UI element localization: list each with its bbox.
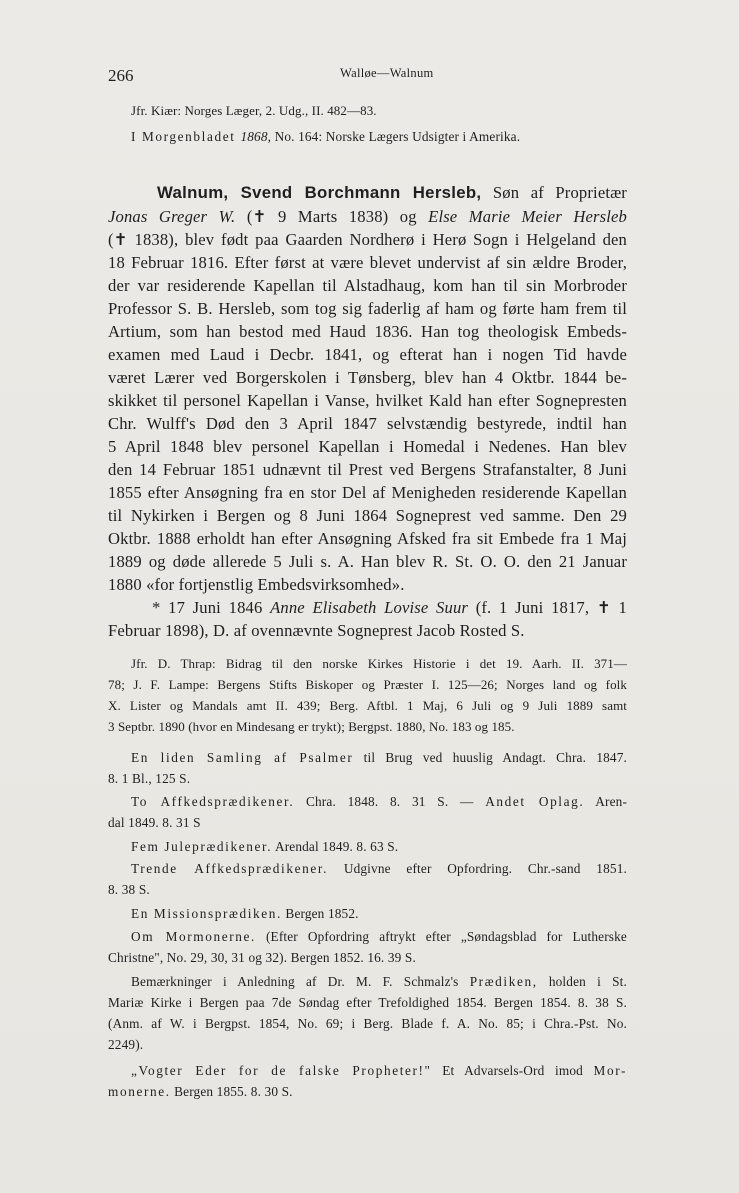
- work-edition: Andet Oplag.: [485, 794, 585, 809]
- work-item: [131, 974, 627, 990]
- work-title: „Vogter Eder for de falske Propheter!": [131, 1063, 432, 1078]
- work-title: Mor-: [593, 1063, 627, 1078]
- entry-line: Oktbr. 1888 erholdt han efter Ansøgning Afsked fra sit Embede fra 1 Maj: [108, 529, 627, 548]
- work-title: Om Mormonerne.: [131, 929, 256, 944]
- work-item-cont: (Anm. af W. i Bergpst. 1854, No. 69; i Berg. Blade f. A. No. 85; i Chra.-Pst. No.: [108, 1016, 627, 1031]
- entry-line-1: [157, 183, 627, 203]
- newspaper-title: I Morgenbladet: [131, 129, 241, 144]
- work-details: Arendal 1849. 8. 63 S.: [272, 839, 399, 854]
- work-title: Trende Affkedsprædikener.: [131, 861, 329, 876]
- entry-line: 5 April 1848 blev personel Kapellan i Homedal i Nedenes. Han blev: [108, 437, 627, 456]
- work-item-cont: 8. 1 Bl., 125 S.: [108, 771, 191, 786]
- entry-line: 1889 og døde allerede 5 Juli s. A. Han blev R. St. O. O. den 21 Januar: [108, 552, 627, 571]
- marriage-line-2: Februar 1898), D. af ovennævnte Sogneprest Jacob Rosted S.: [108, 621, 525, 640]
- work-title: monerne.: [108, 1084, 171, 1099]
- previous-reference: Jfr. Kiær: Norges Læger, 2. Udg., II. 482—83.: [131, 103, 377, 118]
- work-item: [131, 750, 627, 766]
- work-item: [131, 794, 627, 810]
- previous-reference-newspaper: [131, 129, 520, 145]
- work-details: Chra. 1848. 8. 31 S. —: [294, 794, 486, 809]
- entry-line: examen med Laud i Decbr. 1841, og efterat han i nogen Tid havde: [108, 345, 627, 364]
- work-details: Et Advarsels-Ord imod: [431, 1063, 594, 1078]
- page-number: 266: [108, 66, 134, 85]
- marriage-line-1: [152, 598, 627, 618]
- work-item-cont: Mariæ Kirke i Bergen paa 7de Søndag efter Trefoldighed 1854. Bergen 1854. 8. 38 S.: [108, 995, 627, 1010]
- work-details: Bergen 1855. 8. 30 S.: [170, 1084, 293, 1099]
- work-details: Aren-: [584, 794, 628, 809]
- entry-line: Chr. Wulff's Død den 3 April 1847 selvstændig bestyrede, indtil han: [108, 414, 627, 433]
- entry-line: Professor S. B. Hersleb, som tog sig faderlig af ham og førte ham frem til: [108, 299, 627, 318]
- work-details: (Efter Opfordring aftrykt efter „Søndagsblad for Lutherske: [255, 929, 627, 944]
- work-item: [131, 906, 359, 922]
- entry-headword: Walnum, Svend Borchmann Hersleb,: [157, 183, 482, 202]
- entry-line: der var residerende Kapellan til Alstadhaug, kom han til sin Morbroder: [108, 276, 627, 295]
- work-item-cont: Christne", No. 29, 30, 31 og 32). Bergen 1852. 16. 39 S.: [108, 950, 416, 965]
- work-title: En liden Samling af Psalmer: [131, 750, 354, 765]
- newspaper-year: 1868,: [240, 129, 272, 144]
- entry-line: været Lærer ved Borgerskolen i Tønsberg, blev han 4 Oktbr. 1844 be-: [108, 368, 627, 387]
- running-head: Walløe—Walnum: [340, 66, 434, 80]
- entry-text: (✝ 9 Marts 1838) og: [235, 207, 429, 226]
- entry-line: den 14 Februar 1851 udnævnt til Prest ved Bergens Strafanstalter, 8 Juni: [108, 460, 627, 479]
- mother-name: Else Marie Meier Hersleb: [428, 207, 627, 226]
- work-title: Prædiken,: [469, 974, 538, 989]
- work-details: Bemærkninger i Anledning af Dr. M. F. Schmalz's: [131, 974, 470, 989]
- reference-line: 3 Septbr. 1890 (hvor en Mindesang er trykt); Bergpst. 1880, No. 183 og 185.: [108, 719, 515, 734]
- work-item-cont: dal 1849. 8. 31 S: [108, 815, 201, 830]
- reference-line: 78; J. F. Lampe: Bergens Stifts Biskoper og Præster I. 125—26; Norges land og folk: [108, 677, 627, 692]
- marriage-text: (f. 1 Juni 1817, ✝ 1: [468, 598, 627, 617]
- work-item: [131, 929, 627, 945]
- entry-line: (✝ 1838), blev født paa Gaarden Nordherø i Herø Sogn i Helgeland den: [108, 230, 627, 249]
- entry-line: til Nykirken i Bergen og 8 Juni 1864 Sogneprest ved samme. Den 29: [108, 506, 627, 525]
- entry-line: Artium, som han bestod med Haud 1836. Han tog theologisk Embeds-: [108, 322, 627, 341]
- work-title: Fem Juleprædikener.: [131, 839, 273, 854]
- work-title: To Affkedsprædikener.: [131, 794, 295, 809]
- entry-line-last: 1880 «for fortjenstlig Embedsvirksomhed».: [108, 575, 405, 594]
- father-name: Jonas Greger W.: [108, 207, 236, 226]
- work-item-cont: [108, 1084, 293, 1100]
- newspaper-article: No. 164: Norske Lægers Udsigter i Amerika.: [271, 129, 521, 144]
- entry-line: 18 Februar 1816. Efter først at være blevet undervist af sin ældre Broder,: [108, 253, 627, 272]
- work-item-cont: 2249).: [108, 1037, 144, 1052]
- marriage-text: * 17 Juni 1846: [152, 598, 271, 617]
- reference-line: X. Lister og Mandals amt II. 439; Berg. Aftbl. 1 Maj, 6 Juli og 9 Juli 1889 samt: [108, 698, 627, 713]
- entry-line: skikket til personel Kapellan i Vanse, hvilket Kald han efter Sognepresten: [108, 391, 627, 410]
- work-title: En Missionsprædiken.: [131, 906, 282, 921]
- spouse-name: Anne Elisabeth Lovise Suur: [270, 598, 469, 617]
- work-details: Udgivne efter Opfordring. Chr.-sand 1851.: [328, 861, 627, 876]
- work-details: til Brug ved huuslig Andagt. Chra. 1847.: [353, 750, 627, 765]
- entry-text: Søn af Proprietær: [481, 183, 627, 202]
- work-details: Bergen 1852.: [281, 906, 359, 921]
- work-item: [131, 839, 398, 855]
- entry-line-2: [108, 207, 627, 227]
- work-details: holden i St.: [537, 974, 627, 989]
- entry-line: 1855 efter Ansøgning fra en stor Del af Menigheden residerende Kapellan: [108, 483, 627, 502]
- reference-line: Jfr. D. Thrap: Bidrag til den norske Kirkes Historie i det 19. Aarh. II. 371—: [131, 656, 627, 671]
- work-item: [131, 1063, 627, 1079]
- work-item-cont: 8. 38 S.: [108, 882, 150, 897]
- work-item: [131, 861, 627, 877]
